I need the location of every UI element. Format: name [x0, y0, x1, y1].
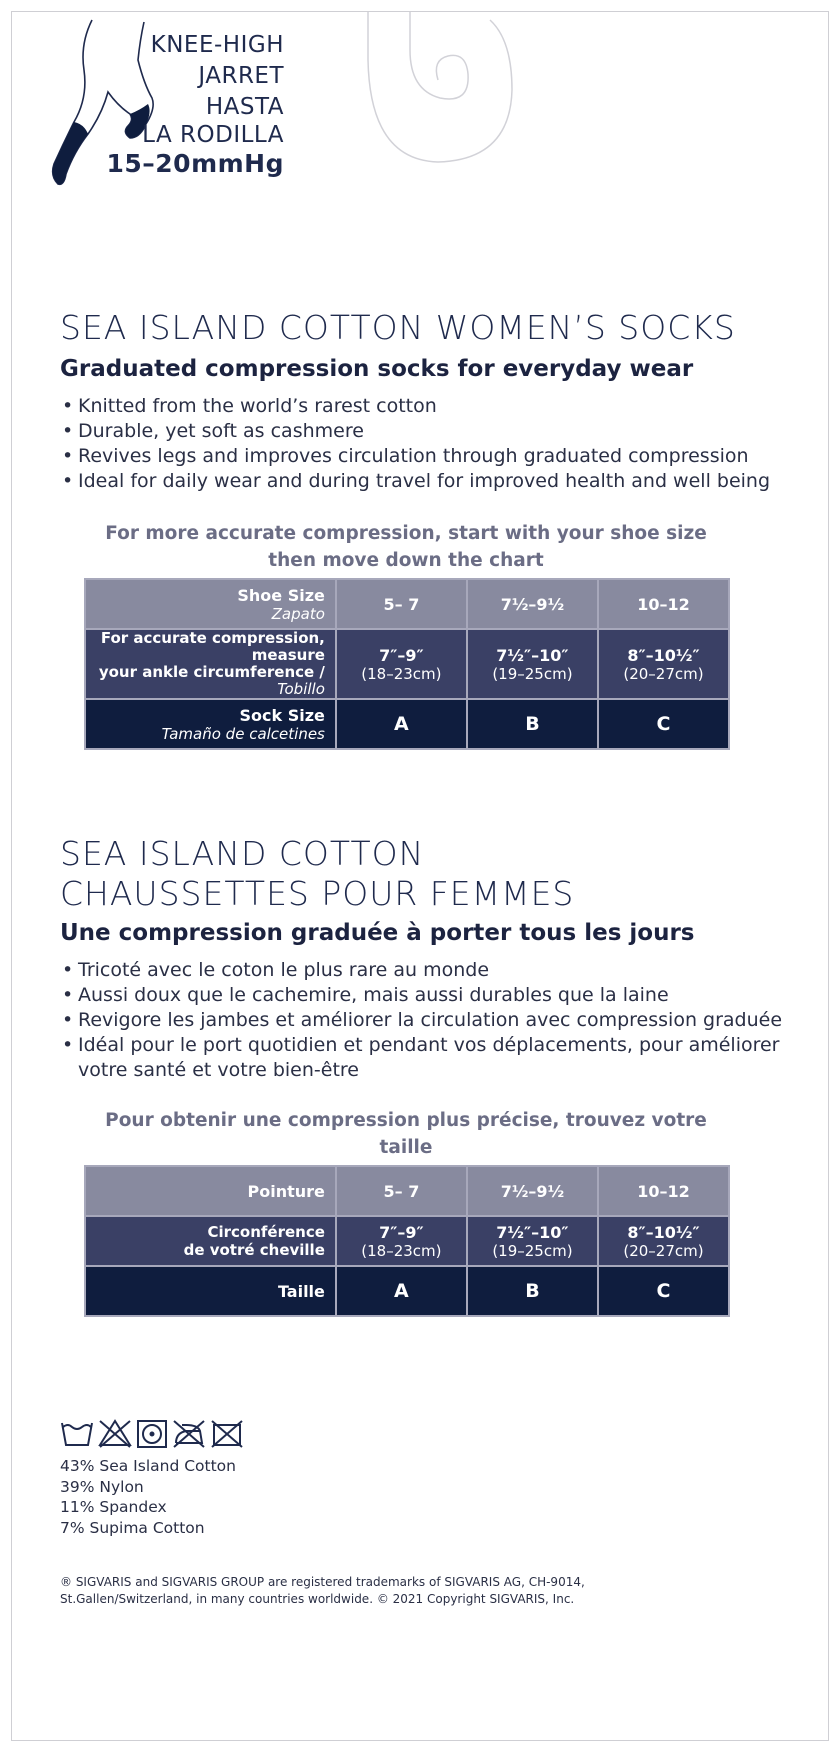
- english-subtitle: Graduated compression socks for everyday wear: [60, 356, 694, 382]
- note-line: then move down the chart: [268, 550, 544, 571]
- french-subtitle: Une compression graduée à porter tous les jours: [60, 920, 695, 946]
- note-line: Pour obtenir une compression plus précise, trouvez votre taille: [105, 1110, 707, 1158]
- legal-notice: [60, 1574, 585, 1608]
- label-jarret: JARRET: [198, 63, 284, 89]
- note-line: For more accurate compression, start with your shoe size: [105, 523, 707, 544]
- table-cell: 10–12: [598, 1166, 729, 1216]
- hanger-hook-icon: [340, 0, 520, 170]
- table-cell: C: [598, 1266, 729, 1316]
- list-item: • Tricoté avec le coton le plus rare au monde: [60, 958, 782, 983]
- table-cell: 7½″–10″ (19–25cm): [467, 629, 598, 699]
- table-cell: 7½″–10″ (19–25cm): [467, 1216, 598, 1266]
- title-line: CHAUSSETTES POUR FEMMES: [60, 874, 575, 913]
- english-bullet-list: [60, 394, 770, 494]
- legal-line: St.Gallen/Switzerland, in many countries worldwide. © 2021 Copyright SIGVARIS, Inc.: [60, 1592, 575, 1606]
- care-symbols: [60, 1417, 250, 1451]
- table-cell: B: [467, 1266, 598, 1316]
- list-item: • Aussi doux que le cachemire, mais aussi durables que la laine: [60, 983, 782, 1008]
- table-cell: 7″–9″ (18–23cm): [336, 1216, 467, 1266]
- french-title: [60, 834, 574, 914]
- shoe-size-label: Shoe Size Zapato: [85, 579, 336, 629]
- table-cell: B: [467, 699, 598, 749]
- table-row: [85, 699, 729, 749]
- tumble-dry-low-icon: [138, 1421, 166, 1447]
- no-bleach-icon: [100, 1421, 130, 1447]
- composition-line: 39% Nylon: [60, 1477, 144, 1496]
- table-cell: A: [336, 699, 467, 749]
- table-cell: 8″–10½″ (20–27cm): [598, 629, 729, 699]
- taille-label: Taille: [85, 1266, 336, 1316]
- ankle-measure-label: For accurate compression, measure your ankle circumference / Tobillo: [85, 629, 336, 699]
- label-knee-high: KNEE-HIGH: [150, 32, 284, 58]
- table-row: [85, 1216, 729, 1266]
- table-cell: 10–12: [598, 579, 729, 629]
- english-size-table: [84, 578, 730, 750]
- composition-line: 43% Sea Island Cotton: [60, 1457, 236, 1475]
- table-cell: 7½–9½: [467, 1166, 598, 1216]
- no-dry-clean-icon: [212, 1421, 242, 1447]
- composition-line: 11% Spandex: [60, 1498, 167, 1516]
- table-cell: 8″–10½″ (20–27cm): [598, 1216, 729, 1266]
- table-cell: 5– 7: [336, 579, 467, 629]
- list-item: • Idéal pour le port quotidien et pendant vos déplacements, pour améliorer votre santé et votre bien-être: [60, 1033, 782, 1083]
- composition-line: 7% Supima Cotton: [60, 1518, 205, 1537]
- sock-size-label: Sock Size Tamaño de calcetines: [85, 699, 336, 749]
- label-hasta: HASTA: [205, 94, 284, 120]
- wash-30-icon: [62, 1423, 92, 1445]
- fabric-composition: [60, 1456, 236, 1538]
- no-iron-icon: [174, 1421, 204, 1447]
- compression-label: [107, 30, 285, 179]
- french-size-table: [84, 1165, 730, 1317]
- pointure-label: Pointure: [85, 1166, 336, 1216]
- list-item: • Knitted from the world’s rarest cotton: [60, 394, 770, 419]
- list-item: • Durable, yet soft as cashmere: [60, 419, 770, 444]
- table-cell: C: [598, 699, 729, 749]
- table-row: [85, 579, 729, 629]
- list-item: • Ideal for daily wear and during travel for improved health and well being: [60, 469, 770, 494]
- compression-level: 15–20mmHg: [106, 149, 284, 178]
- table-cell: A: [336, 1266, 467, 1316]
- table-cell: 7″–9″ (18–23cm): [336, 629, 467, 699]
- table-cell: 7½–9½: [467, 579, 598, 629]
- list-item: • Revives legs and improves circulation through graduated compression: [60, 444, 770, 469]
- label-la-rodilla: LA RODILLA: [142, 122, 284, 148]
- legal-line: ® SIGVARIS and SIGVARIS GROUP are registered trademarks of SIGVARIS AG, CH-9014,: [60, 1575, 585, 1589]
- english-title: SEA ISLAND COTTON WOMEN’S SOCKS: [60, 308, 736, 347]
- english-size-note: [84, 520, 728, 574]
- table-row: [85, 1166, 729, 1216]
- title-line: SEA ISLAND COTTON: [60, 834, 425, 873]
- french-bullet-list: [60, 958, 782, 1083]
- table-row: [85, 629, 729, 699]
- table-cell: 5– 7: [336, 1166, 467, 1216]
- circonference-label: Circonférence de votré cheville: [85, 1216, 336, 1266]
- table-row: [85, 1266, 729, 1316]
- list-item: • Revigore les jambes et améliorer la circulation avec compression graduée: [60, 1008, 782, 1033]
